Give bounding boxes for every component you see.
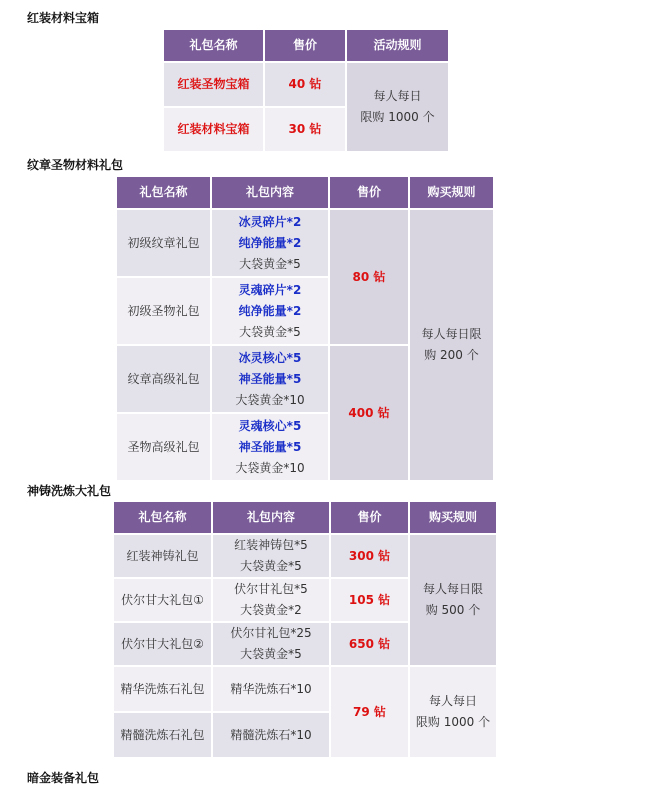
section-title-divine-forge-pack: 神铸洗炼大礼包 xyxy=(27,484,112,498)
header-gift-contents: 礼包内容 xyxy=(212,177,328,208)
gift-name: 初级圣物礼包 xyxy=(117,278,210,344)
content-item: 大袋黄金*5 xyxy=(239,256,301,271)
rule-line: 每人每日限 xyxy=(421,327,482,341)
table-row xyxy=(114,535,496,577)
header-gift-name: 礼包名称 xyxy=(114,502,211,533)
gift-name: 圣物高级礼包 xyxy=(117,414,210,480)
rule-line: 每人每日 xyxy=(428,694,477,708)
gift-name: 红装圣物宝箱 xyxy=(164,63,263,106)
rule-line: 购 200 个 xyxy=(424,348,479,362)
emblem-relic-pack-table xyxy=(115,175,495,482)
content-item: 冰灵碎片*2 xyxy=(238,214,302,229)
red-material-chest-table xyxy=(162,28,450,153)
rule-line: 每人每日限 xyxy=(422,582,483,596)
section-title-dark-gold-equipment-pack xyxy=(27,765,107,785)
gift-price: 79 钻 xyxy=(331,667,408,757)
content-item: 大袋黄金*5 xyxy=(239,324,301,339)
rule-line: 限购 1000 个 xyxy=(360,110,435,124)
rule-line: 每人每日 xyxy=(373,89,422,103)
table-row xyxy=(164,63,448,106)
header-gift-contents: 礼包内容 xyxy=(213,502,329,533)
gift-name: 精华洗炼石礼包 xyxy=(114,667,211,711)
content-item: 纯净能量*2 xyxy=(238,303,302,318)
section-title-red-material-chest: 红装材料宝箱 xyxy=(27,11,100,25)
content-item: 灵魂碎片*2 xyxy=(238,282,302,297)
content-item: 神圣能量*5 xyxy=(238,439,302,454)
header-event-rule: 活动规则 xyxy=(347,30,448,61)
gift-price: 650 钻 xyxy=(331,623,408,665)
content-item: 大袋黄金*2 xyxy=(240,603,302,617)
table-row xyxy=(117,210,493,276)
header-purchase-rule: 购买规则 xyxy=(410,502,496,533)
gift-contents xyxy=(212,278,328,344)
content-item: 纯净能量*2 xyxy=(238,235,302,250)
content-item: 冰灵核心*5 xyxy=(238,350,302,365)
gift-name: 初级纹章礼包 xyxy=(117,210,210,276)
gift-contents xyxy=(212,346,328,412)
rule-line: 限购 1000 个 xyxy=(415,715,491,729)
header-gift-name: 礼包名称 xyxy=(164,30,263,61)
table-header-row xyxy=(117,177,493,208)
content-item: 大袋黄金*10 xyxy=(235,392,305,407)
content-item: 大袋黄金*5 xyxy=(240,559,302,573)
content-item: 伏尔甘礼包*5 xyxy=(234,582,308,596)
content-item: 灵魂核心*5 xyxy=(238,418,302,433)
gift-contents xyxy=(212,210,328,276)
gift-contents: 精髓洗炼石*10 xyxy=(213,713,329,757)
gift-name: 伏尔甘大礼包② xyxy=(114,623,211,665)
purchase-rule xyxy=(347,63,448,151)
gift-price: 105 钻 xyxy=(331,579,408,621)
rule-line: 购 500 个 xyxy=(425,603,481,617)
gift-contents xyxy=(213,579,329,621)
gift-name: 红装神铸礼包 xyxy=(114,535,211,577)
header-price: 售价 xyxy=(265,30,345,61)
header-gift-name: 礼包名称 xyxy=(117,177,210,208)
header-purchase-rule: 购买规则 xyxy=(410,177,493,208)
gift-name: 红装材料宝箱 xyxy=(164,108,263,151)
gift-price: 40 钻 xyxy=(265,63,345,106)
content-item: 大袋黄金*5 xyxy=(240,647,302,661)
content-item: 大袋黄金*10 xyxy=(235,460,305,475)
purchase-rule xyxy=(410,210,493,480)
section-title-emblem-relic-pack: 纹章圣物材料礼包 xyxy=(27,158,124,172)
divine-forge-pack-table xyxy=(112,500,498,759)
gift-contents xyxy=(212,414,328,480)
table-header-row xyxy=(164,30,448,61)
gift-price: 300 钻 xyxy=(331,535,408,577)
gift-name: 纹章高级礼包 xyxy=(117,346,210,412)
content-item: 伏尔甘礼包*25 xyxy=(230,626,312,640)
content-item: 神圣能量*5 xyxy=(238,371,302,386)
purchase-rule xyxy=(410,667,496,757)
gift-contents: 精华洗炼石*10 xyxy=(213,667,329,711)
header-price: 售价 xyxy=(330,177,408,208)
gift-contents xyxy=(213,623,329,665)
gift-price: 30 钻 xyxy=(265,108,345,151)
section-title-text: 暗金装备礼包 xyxy=(27,771,100,785)
gift-price: 400 钻 xyxy=(330,346,408,480)
gift-contents xyxy=(213,535,329,577)
gift-name: 伏尔甘大礼包① xyxy=(114,579,211,621)
purchase-rule xyxy=(410,535,496,665)
content-item: 红装神铸包*5 xyxy=(234,538,308,552)
gift-price: 80 钻 xyxy=(330,210,408,344)
table-header-row xyxy=(114,502,496,533)
table-row xyxy=(114,667,496,711)
gift-name: 精髓洗炼石礼包 xyxy=(114,713,211,757)
header-price: 售价 xyxy=(331,502,408,533)
